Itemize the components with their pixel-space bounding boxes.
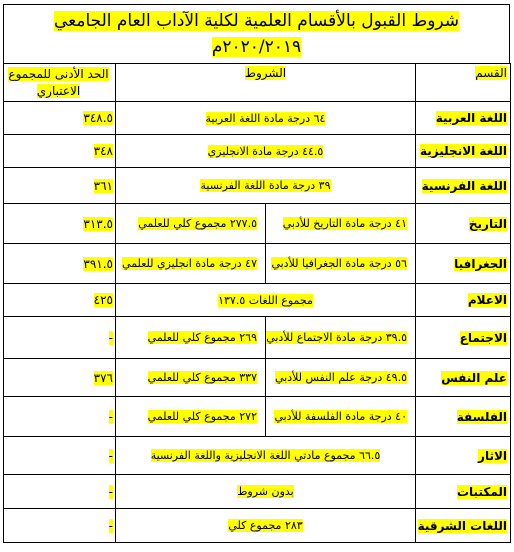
dept-cell: اللغات الشرقية [416,509,511,543]
science-condition-cell: ٢٧٢ مجموع كلي للعلمي [116,397,266,437]
admission-table [3,63,511,543]
header-minimum: الحد الأدنى للمجموع الاعتباري [4,64,116,102]
dept-cell: الاجتماع [416,317,511,359]
literary-condition-cell: ٥٦ درجة مادة الجغرافيا للأدبي [266,244,416,284]
science-condition-cell: ٢٦٩ مجموع كلي للعلمي [116,317,266,359]
min-cell: - [4,397,116,437]
header-conditions: الشروط [116,64,416,102]
science-condition-cell: ٣٣٧ مجموع كلي للعلمي [116,359,266,397]
title-line-1: شروط القبول بالأقسام العلمية لكلية الآداب العام الجامعي [53,11,460,31]
science-condition-cell: ٤٧ درجة مادة انجليزي للعلمي [116,244,266,284]
table-row [4,244,511,284]
dept-cell: المكتبات [416,475,511,509]
condition-cell: ٢٨٣ مجموع كلي [116,509,416,543]
min-cell: ٣١٣.٥ [4,204,116,244]
dept-cell: الجغرافيا [416,244,511,284]
min-cell: ٣٦١ [4,168,116,204]
literary-condition-cell: ٤١ درجة مادة التاريخ للأدبي [266,204,416,244]
min-cell: ٣٤٨.٥ [4,102,116,135]
table-row [4,475,511,509]
min-cell: - [4,317,116,359]
table-row [4,135,511,168]
condition-cell: ٤٤.٥ درجة مادة الانجليزي [116,135,416,168]
min-cell: ٣٧٦ [4,359,116,397]
dept-cell: الاثار [416,437,511,475]
dept-cell: علم النفس [416,359,511,397]
condition-cell: بدون شروط [116,475,416,509]
science-condition-cell: ٢٧٧.٥ مجموع كلي للعلمي [116,204,266,244]
table-row [4,102,511,135]
min-cell: - [4,437,116,475]
dept-cell: اللغة العربية [416,102,511,135]
condition-cell: مجموع اللغات ١٣٧.٥ [116,284,416,317]
header-department: القسم [416,64,511,102]
min-cell: ٣٤٨ [4,135,116,168]
literary-condition-cell: ٤٠ درجة مادة الفلسفة للأدبي [266,397,416,437]
condition-cell: ٦٦.٥ مجموع مادتي اللغة الانجليزية واللغة الفرنسية [116,437,416,475]
table-row [4,397,511,437]
condition-cell: ٦٤ درجة مادة اللغة العربية [116,102,416,135]
table-row [4,284,511,317]
dept-cell: التاريخ [416,204,511,244]
table-row [4,509,511,543]
dept-cell: الاعلام [416,284,511,317]
title-box [3,4,510,63]
min-cell: ٤٢٥ [4,284,116,317]
header-row [4,64,511,102]
min-cell: - [4,509,116,543]
literary-condition-cell: ٤٩.٥ درجة علم النفس للأدبي [266,359,416,397]
condition-cell: ٣٩ درجة مادة اللغة الفرنسية [116,168,416,204]
table-row [4,359,511,397]
table-row [4,437,511,475]
dept-cell: اللغة الانجليزية [416,135,511,168]
table-row [4,317,511,359]
document-page [3,4,510,543]
min-cell: - [4,475,116,509]
table-row [4,204,511,244]
dept-cell: اللغة الفرنسية [416,168,511,204]
dept-cell: الفلسفة [416,397,511,437]
literary-condition-cell: ٣٩.٥ درجة مادة الاجتماع للأدبي [266,317,416,359]
min-cell: ٣٩١.٥ [4,244,116,284]
title-line-2: ٢٠٢٠/٢٠١٩م [211,37,302,57]
table-row [4,168,511,204]
